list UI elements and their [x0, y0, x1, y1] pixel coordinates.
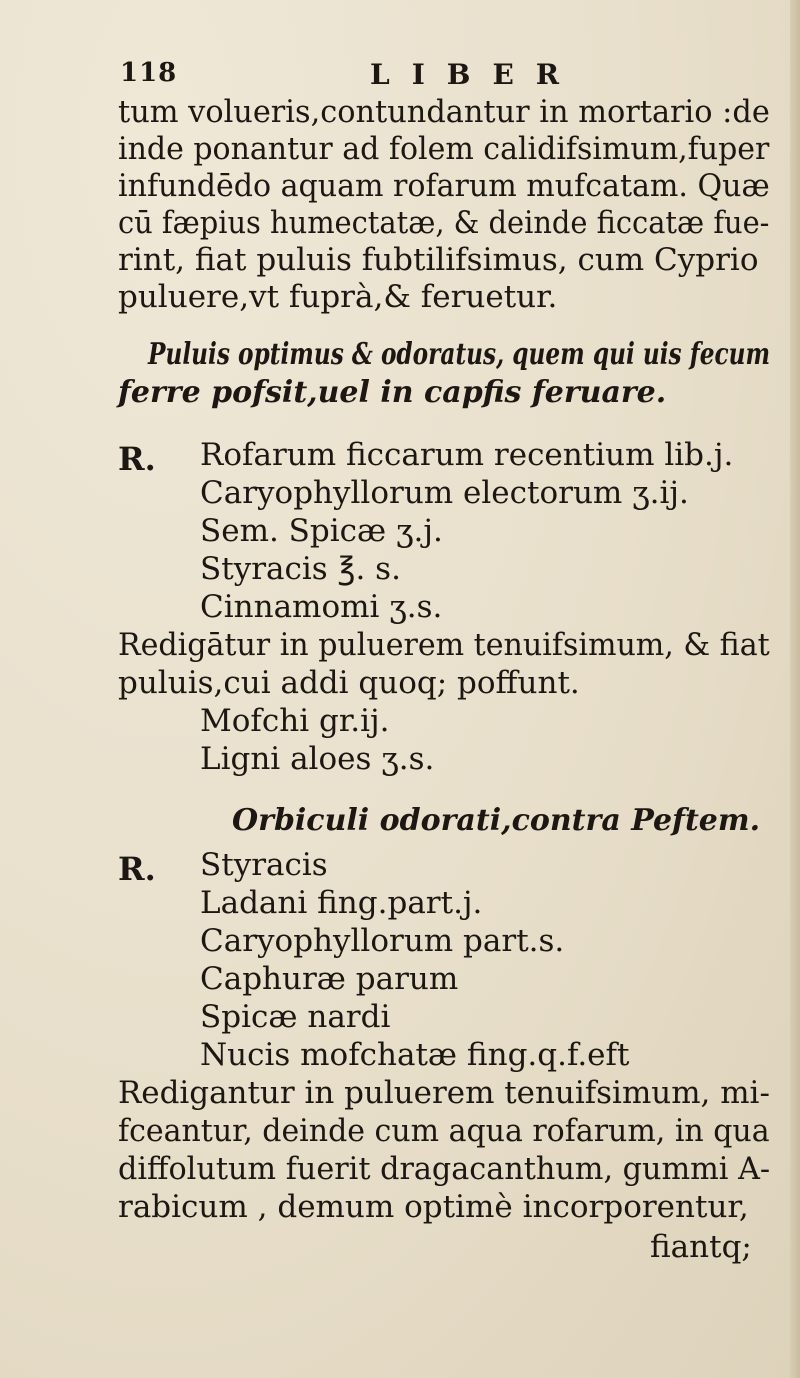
recipe-ingredient: Styracis ℥. s.	[200, 551, 401, 587]
text-line: diffolutum fuerit dragacanthum, gummi A-	[118, 1151, 771, 1187]
page-number: 118	[120, 58, 178, 88]
running-head	[0, 58, 800, 98]
recipe-ingredient: Ladani fing.part.j.	[200, 885, 483, 921]
recipe-ingredient: Ligni aloes ʒ.s.	[200, 741, 435, 777]
section-heading: Orbiculi odorati,contra Peftem.	[232, 803, 761, 838]
recipe-ingredient: Nucis mofchatæ fing.q.f.eft	[200, 1037, 630, 1073]
text-line: rabicum , demum optimè incorporentur,	[118, 1189, 749, 1225]
text-line: Redigantur in puluerem tenuifsimum, mi-	[118, 1075, 770, 1111]
recipe-ingredient: Caryophyllorum electorum ʒ.ij.	[200, 475, 689, 511]
recipe-ingredient: Caphuræ parum	[200, 961, 459, 997]
section-heading: Puluis optimus & odoratus, quem qui uis fecum	[148, 337, 771, 372]
section-heading: ferre pofsit,uel in capfis feruare.	[118, 375, 667, 410]
recipe-ingredient: Spicæ nardi	[200, 999, 391, 1035]
text-line: cū fæpius humectatæ, & deinde ficcatæ fue-	[118, 205, 770, 241]
page-edge	[790, 0, 800, 1378]
recipe-symbol: R.	[118, 440, 156, 478]
catchword: fiantq;	[650, 1229, 752, 1265]
text-line: puluis,cui addi quoq; poffunt.	[118, 665, 580, 701]
recipe-ingredient: Mofchi gr.ij.	[200, 703, 390, 739]
recipe-symbol: R.	[118, 850, 156, 888]
text-line: fceantur, deinde cum aqua rofarum, in qua	[118, 1113, 770, 1149]
text-line: tum volueris,contundantur in mortario :de	[118, 94, 770, 130]
text-line: Redigātur in puluerem tenuifsimum, & fiat	[118, 627, 770, 663]
running-title: LIBER	[370, 58, 582, 91]
recipe-ingredient: Rofarum ficcarum recentium lib.j.	[200, 437, 734, 473]
text-line: puluere,vt fuprà,& feruetur.	[118, 279, 558, 315]
recipe-ingredient: Styracis	[200, 847, 328, 883]
text-line: infundēdo aquam rofarum mufcatam. Quæ	[118, 168, 770, 204]
recipe-ingredient: Sem. Spicæ ʒ.j.	[200, 513, 443, 549]
text-line: rint, fiat puluis fubtilifsimus, cum Cyprio	[118, 242, 759, 278]
text-line: inde ponantur ad folem calidifsimum,fuper	[118, 131, 770, 167]
recipe-ingredient: Caryophyllorum part.s.	[200, 923, 565, 959]
recipe-ingredient: Cinnamomi ʒ.s.	[200, 589, 443, 625]
